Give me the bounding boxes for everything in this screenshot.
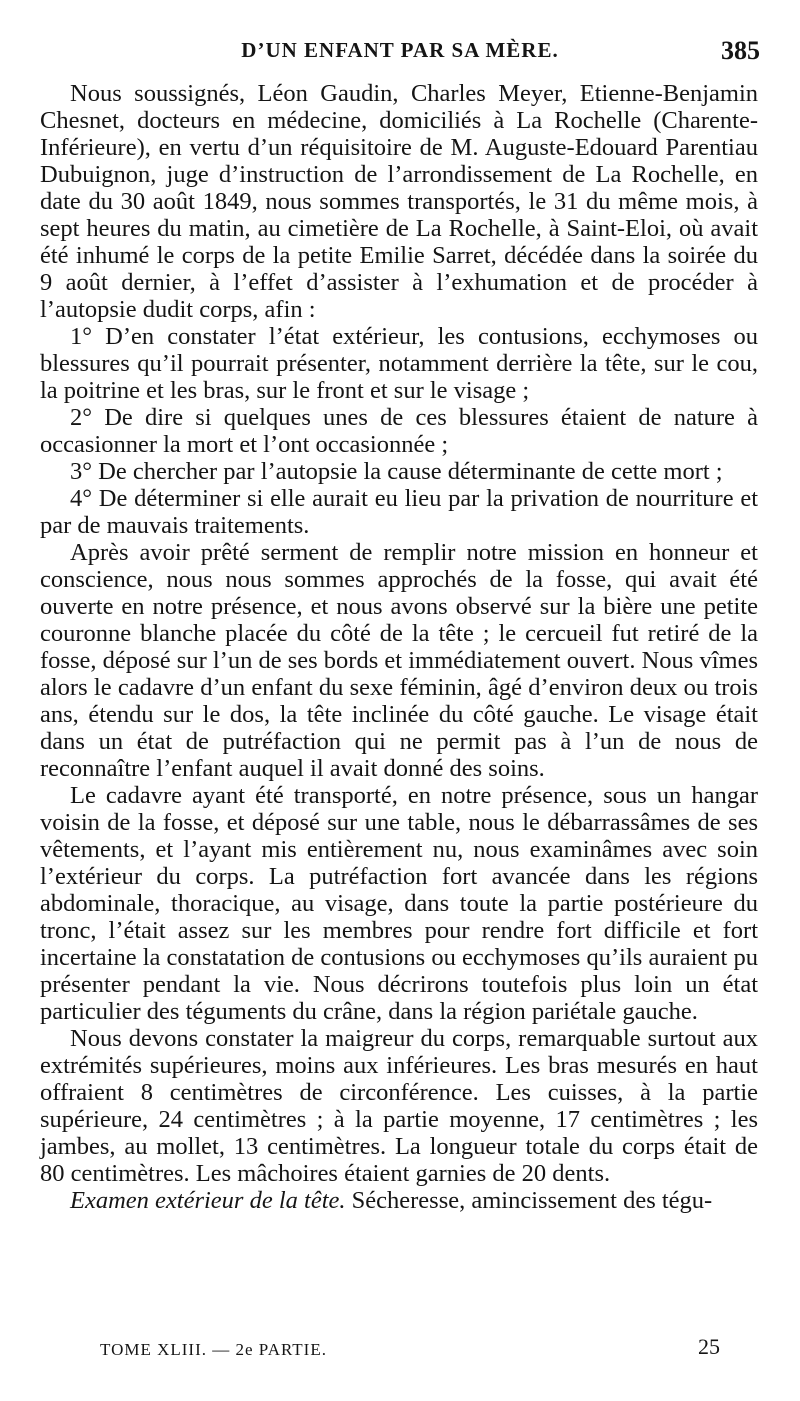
paragraph-examination: Le cadavre ayant été transporté, en notre présence, sous un hangar voisin de la fosse, et déposé sur une table, nous le débarrassâmes de ses vêtements, et l’ayant mis entièrement nu, nous examinâmes avec soin l’extérieur du corps. La putréfaction fort avancée dans les régions abdominale, thoracique, au visage, dans toute la partie postérieure du tronc, l’était assez sur les membres pour rendre fort difficile et fort incertaine la constatation de contusions ou ecchymoses qu’ils auraient pu présenter pendant la vie. Nous décrirons toutefois plus loin un état particulier des téguments du crâne, dans la région pariétale gauche. <box>40 782 758 1025</box>
paragraph-measurements: Nous devons constater la maigreur du corps, remarquable surtout aux extrémités supérieures, moins aux inférieures. Les bras mesurés en haut offraient 8 centimètres de circonférence. Les cuisses, à la partie supérieure, 24 centimètres ; à la partie moyenne, 17 centimètres ; les jambes, au mollet, 13 centimètres. La longueur totale du corps était de 80 centimètres. Les mâchoires étaient garnies de 20 dents. <box>40 1025 758 1187</box>
running-head <box>40 36 760 70</box>
paragraph-intro: Nous soussignés, Léon Gaudin, Charles Meyer, Etienne-Benjamin Chesnet, docteurs en médecine, domiciliés à La Rochelle (Charente-Inférieure), en vertu d’un réquisitoire de M. Auguste-Edouard Parentiau Dubuignon, juge d’instruction de l’arrondissement de La Rochelle, en date du 30 août 1849, nous sommes transportés, le 31 du même mois, à sept heures du matin, au cimetière de La Rochelle, à Saint-Eloi, où avait été inhumé le corps de la petite Emilie Sarret, décédée dans la soirée du 9 août dernier, à l’effet d’assister à l’exhumation et de procéder à l’autopsie dudit corps, afin : <box>40 80 758 323</box>
paragraph-head-exam <box>40 1187 758 1214</box>
volume-label: TOME XLIII. — 2e PARTIE. <box>100 1340 327 1359</box>
page-footer <box>100 1334 720 1364</box>
paragraph-item-1: 1° D’en constater l’état extérieur, les contusions, ecchymoses ou blessures qu’il pourrait présenter, notamment derrière la tête, sur le cou, la poitrine et les bras, sur le front et sur le visage ; <box>40 323 758 404</box>
body-text <box>40 80 758 1214</box>
section-text: Sécheresse, amincissement des tégu- <box>345 1187 713 1214</box>
section-heading-italic: Examen extérieur de la tête. <box>70 1187 346 1214</box>
paragraph-item-2: 2° De dire si quelques unes de ces blessures étaient de nature à occasionner la mort et l’ont occasionnée ; <box>40 404 758 458</box>
signature-mark: 25 <box>698 1334 720 1359</box>
paragraph-item-3: 3° De chercher par l’autopsie la cause déterminante de cette mort ; <box>70 458 723 485</box>
paragraph-exhumation: Après avoir prêté serment de remplir notre mission en honneur et conscience, nous nous sommes approchés de la fosse, qui avait été ouverte en notre présence, et nous avons observé sur la bière une petite couronne blanche placée du côté de la tête ; le cercueil fut retiré de la fosse, déposé sur l’un de ses bords et immédiatement ouvert. Nous vîmes alors le cadavre d’un enfant du sexe féminin, âgé d’environ deux ou trois ans, étendu sur le dos, la tête inclinée du côté gauche. Le visage était dans un état de putréfaction qui ne permit pas à l’un de nous de reconnaître l’enfant auquel il avait donné des soins. <box>40 539 758 782</box>
page-number: 385 <box>721 36 760 65</box>
paragraph-item-4: 4° De déterminer si elle aurait eu lieu par la privation de nourriture et par de mauvais traitements. <box>40 485 758 539</box>
running-title: D’UN ENFANT PAR SA MÈRE. <box>241 38 559 62</box>
